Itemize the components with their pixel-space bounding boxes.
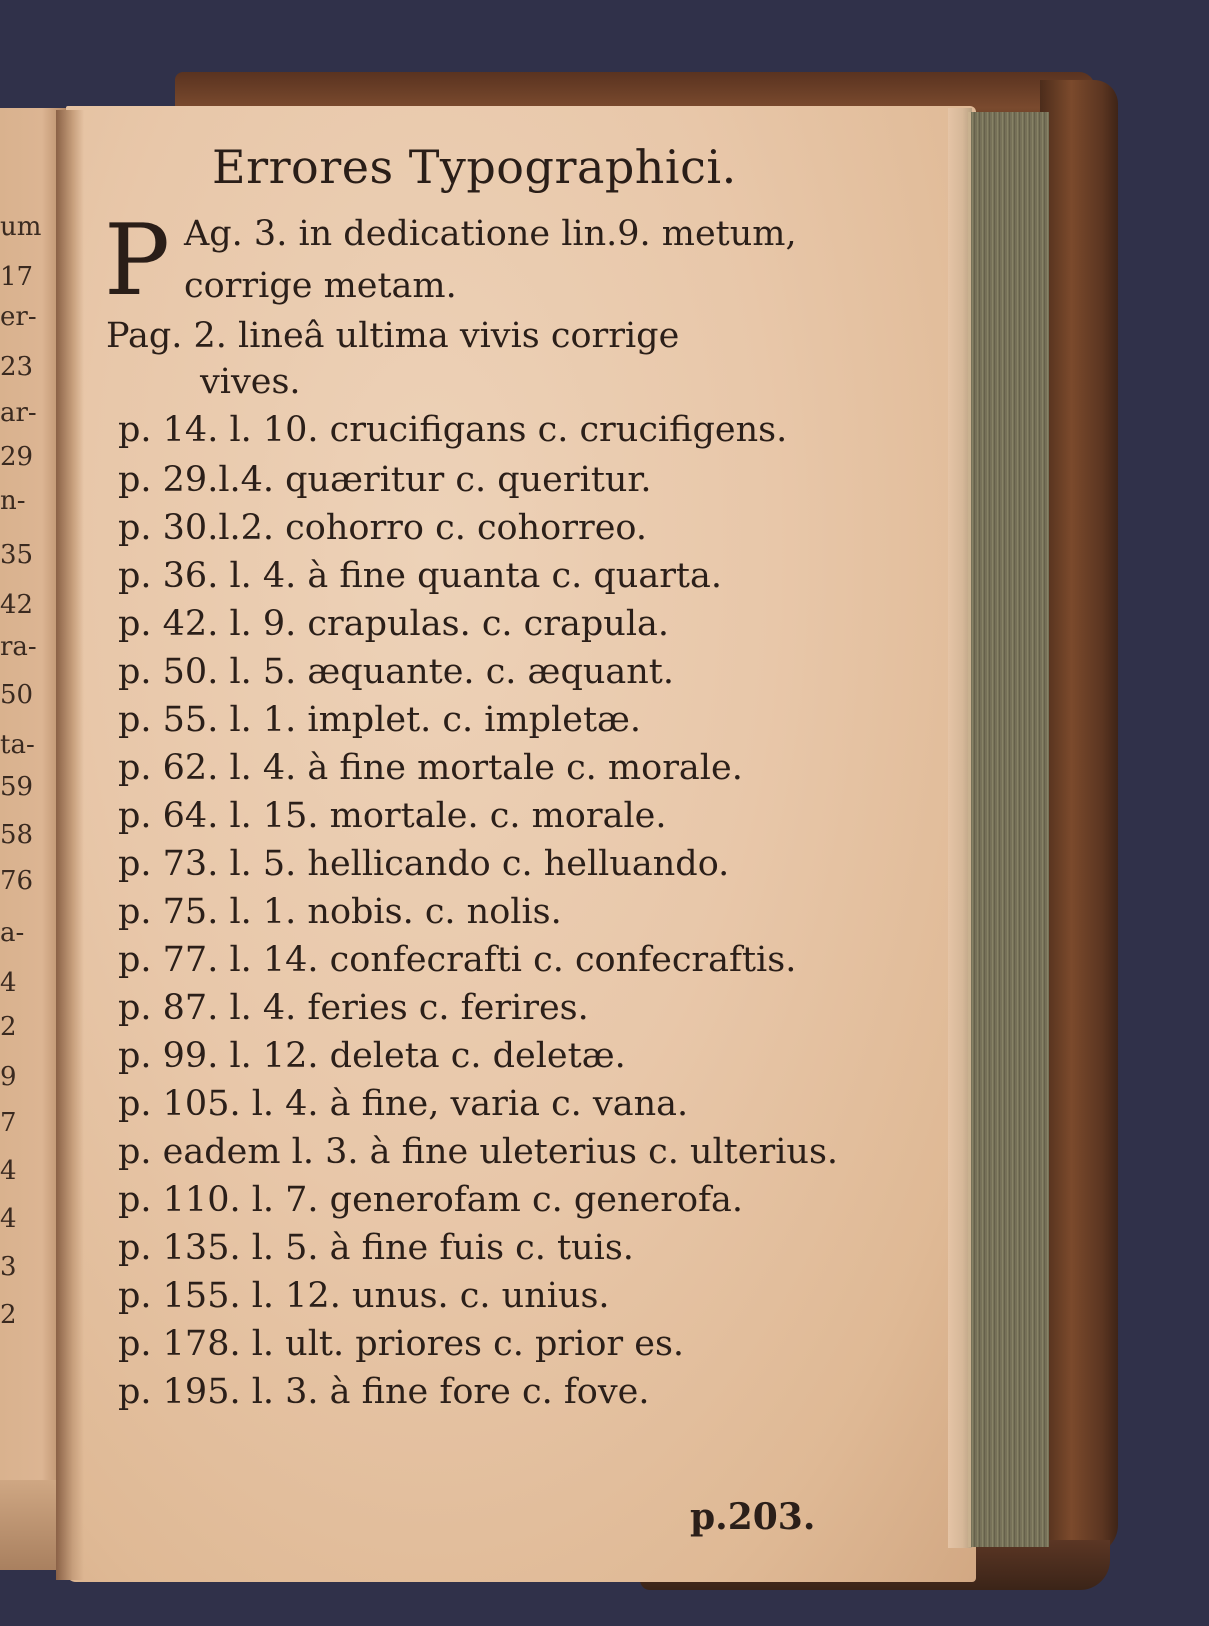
- page-block-edge: [968, 112, 1049, 1547]
- left-page-fragment: ra-: [0, 632, 37, 662]
- left-page-fragment: 42: [0, 590, 34, 620]
- errata-entry: p. 75. l. 1. nobis. c. nolis.: [118, 892, 562, 932]
- errata-entry: p. 14. l. 10. crucifigans c. crucifigens.: [118, 410, 788, 450]
- left-page-fragment: ar-: [0, 398, 37, 428]
- errata-entry: p. 135. l. 5. à fine fuis c. tuis.: [118, 1228, 634, 1268]
- catchword: p.203.: [690, 1496, 816, 1538]
- errata-entry: p. 87. l. 4. feries c. ferires.: [118, 988, 589, 1028]
- errata-entry: Pag. 2. lineâ ultima vivis corrige: [106, 316, 680, 356]
- errata-entry: p. 99. l. 12. deleta c. deletæ.: [118, 1036, 626, 1076]
- left-page-fragment: um: [0, 212, 42, 242]
- drop-cap: P: [104, 204, 170, 318]
- left-page-fragment: 23: [0, 352, 34, 382]
- errata-entry: p. 110. l. 7. generofam c. generofa.: [118, 1180, 743, 1220]
- errata-entry: p. 50. l. 5. æquante. c. æquant.: [118, 652, 674, 692]
- left-page-fragment: a-: [0, 918, 25, 948]
- left-page-fragment: n-: [0, 486, 26, 516]
- errata-entry: p. 195. l. 3. à fine fore c. fove.: [118, 1372, 650, 1412]
- errata-entry: p. 30.l.2. cohorro c. cohorreo.: [118, 508, 647, 548]
- left-page-fragment: 59: [0, 772, 34, 802]
- errata-entry: p. 42. l. 9. crapulas. c. crapula.: [118, 604, 670, 644]
- left-page-fragment: 4: [0, 968, 17, 998]
- page-title: Errores Typographici.: [212, 140, 737, 194]
- left-page-fragment: 9: [0, 1062, 17, 1092]
- left-page-fragment: 2: [0, 1012, 17, 1042]
- errata-entry: vives.: [200, 362, 301, 402]
- errata-entry: p. 105. l. 4. à fine, varia c. vana.: [118, 1084, 689, 1124]
- left-page-fragment: ta-: [0, 730, 35, 760]
- errata-entry: p. 64. l. 15. mortale. c. morale.: [118, 796, 667, 836]
- left-page-fragment: 4: [0, 1204, 17, 1234]
- errata-entry: p. 55. l. 1. implet. c. impletæ.: [118, 700, 642, 740]
- book-cover-right: [1040, 80, 1118, 1555]
- errata-entry: Ag. 3. in dedicatione lin.9. metum,: [184, 214, 797, 254]
- left-page-fragment: 35: [0, 540, 34, 570]
- left-page-fragment: er-: [0, 302, 37, 332]
- errata-entry: corrige metam.: [184, 266, 457, 306]
- errata-entry: p. 77. l. 14. confecrafti c. confecraftis.: [118, 940, 797, 980]
- left-page-fragment: 76: [0, 866, 34, 896]
- errata-entry: p. 36. l. 4. à fine quanta c. quarta.: [118, 556, 722, 596]
- errata-entry: p. 178. l. ult. priores c. prior es.: [118, 1324, 685, 1364]
- left-page-fragment: 17: [0, 262, 34, 292]
- gutter-shadow: [56, 110, 84, 1580]
- left-page-fragment: 50: [0, 680, 34, 710]
- left-page-fragment: 29: [0, 442, 34, 472]
- errata-entry: p. 73. l. 5. hellicando c. helluando.: [118, 844, 730, 884]
- left-page-fragment: 2: [0, 1300, 17, 1330]
- errata-entry: p. 29.l.4. quæritur c. queritur.: [118, 460, 652, 500]
- left-page-fragment: 58: [0, 820, 34, 850]
- left-page-fragment: 3: [0, 1252, 17, 1282]
- errata-entry: p. 155. l. 12. unus. c. unius.: [118, 1276, 610, 1316]
- errata-entry: p. eadem l. 3. à fine uleterius c. ulterius.: [118, 1132, 839, 1172]
- errata-entry: p. 62. l. 4. à fine mortale c. morale.: [118, 748, 743, 788]
- left-page-fragment: 7: [0, 1108, 17, 1138]
- left-page-fragment: 4: [0, 1156, 17, 1186]
